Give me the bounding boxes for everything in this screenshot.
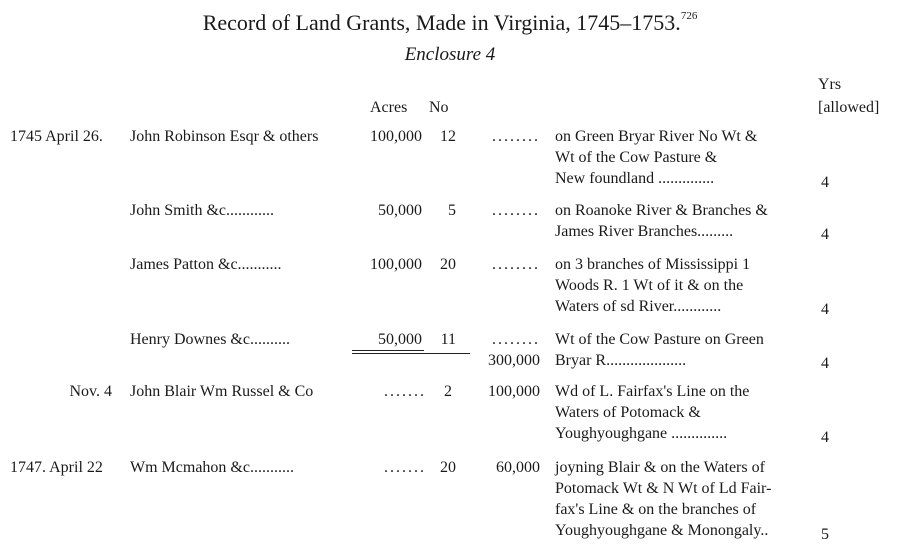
row-number: 12 — [440, 128, 456, 145]
row-location-line: Woods R. 1 Wt of it & on the — [555, 277, 744, 294]
row-grantee: John Blair Wm Russel & Co — [130, 383, 314, 400]
row-years: 5 — [821, 526, 829, 543]
row-location-line: Waters of sd River............ — [555, 298, 722, 315]
row-number: 20 — [440, 256, 456, 273]
row-total: ........ — [492, 128, 540, 145]
row-acres: 50,000 — [378, 331, 422, 348]
sum-rule — [352, 350, 424, 351]
row-acres: 50,000 — [378, 202, 422, 219]
row-number: 2 — [444, 383, 452, 400]
row-acres: 100,000 — [370, 128, 422, 145]
header-no: No — [429, 99, 449, 116]
row-total: 100,000 — [488, 383, 540, 400]
row-grantee: John Smith &c............ — [130, 202, 275, 219]
row-years: 4 — [821, 226, 829, 243]
row-acres: ....... — [384, 383, 426, 400]
row-location-line: Potomack Wt & N Wt of Ld Fair- — [555, 480, 772, 497]
row-location-line: on Green Bryar River No Wt & — [555, 128, 758, 145]
title-text: Record of Land Grants, Made in Virginia, 1745–1753. — [202, 10, 681, 35]
sum-rule-long — [352, 353, 470, 354]
row-location-line: on 3 branches of Mississippi 1 — [555, 256, 751, 273]
page-title — [0, 10, 900, 36]
enclosure-subtitle: Enclosure 4 — [404, 44, 496, 65]
row-years: 4 — [821, 301, 829, 318]
row-date: 1745 April 26. — [10, 128, 103, 145]
row-number: 20 — [440, 459, 456, 476]
row-location-line: joyning Blair & on the Waters of — [555, 459, 765, 476]
row-total: ........ — [492, 202, 540, 219]
row-number: 5 — [448, 202, 456, 219]
header-allowed: [allowed] — [818, 99, 880, 116]
row-number: 11 — [440, 331, 456, 348]
row-location-line: fax's Line & on the branches of — [555, 501, 757, 518]
row-location-line: Wt of the Cow Pasture on Green — [555, 331, 764, 348]
row-date: Nov. 4 — [69, 383, 112, 400]
row-location-line: James River Branches......... — [555, 223, 734, 240]
row-years: 4 — [821, 429, 829, 446]
row-date: 1747. April 22 — [10, 459, 103, 476]
row-total: 60,000 — [496, 459, 540, 476]
row-grantee: James Patton &c........... — [130, 256, 282, 273]
row-location-line: New foundland .............. — [555, 170, 715, 187]
row-grantee: Henry Downes &c.......... — [130, 331, 290, 348]
row-grantee: Wm Mcmahon &c........... — [130, 459, 294, 476]
row-acres: ....... — [384, 459, 426, 476]
row-location-line: on Roanoke River & Branches & — [555, 202, 768, 219]
row-subtotal: 300,000 — [488, 352, 540, 369]
row-location-line: Wt of the Cow Pasture & — [555, 149, 718, 166]
row-location-line: Wd of L. Fairfax's Line on the — [555, 383, 750, 400]
row-years: 4 — [821, 174, 829, 191]
header-yrs: Yrs — [818, 76, 842, 93]
row-total: ........ — [492, 256, 540, 273]
row-years: 4 — [821, 355, 829, 372]
row-location-line: Waters of Potomack & — [555, 404, 701, 421]
footnote-ref: 726 — [680, 9, 698, 22]
row-location-line: Youghyoughgane & Monongaly.. — [555, 522, 769, 539]
row-grantee: John Robinson Esqr & others — [130, 128, 319, 145]
row-location-line: Bryar R.................... — [555, 352, 687, 369]
row-location-line: Youghyoughgane .............. — [555, 425, 728, 442]
row-total: ........ — [492, 331, 540, 348]
header-acres: Acres — [370, 99, 408, 116]
row-acres: 100,000 — [370, 256, 422, 273]
